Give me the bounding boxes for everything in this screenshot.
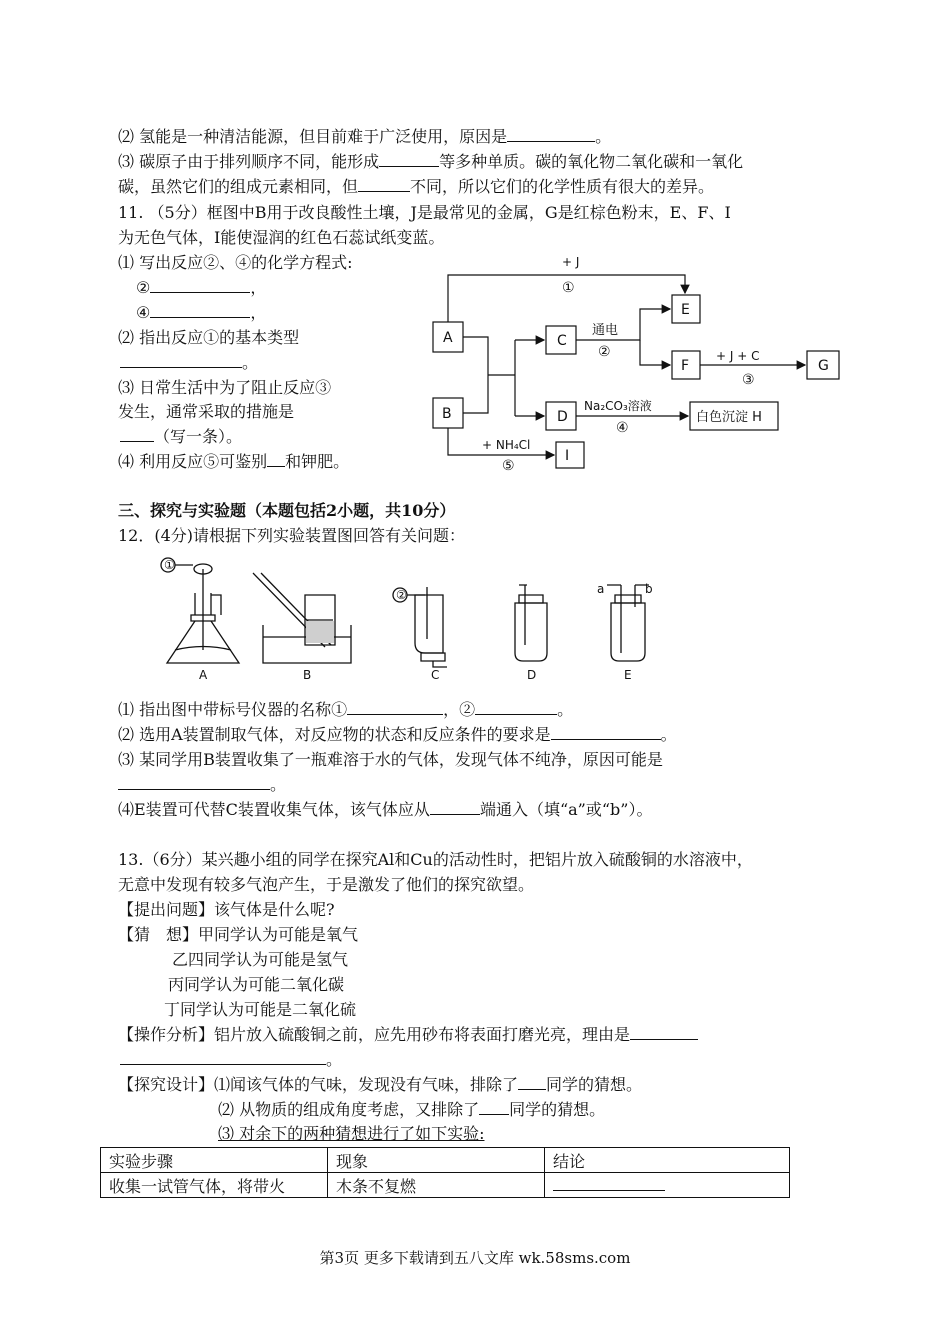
text-line: ⑶ 日常生活中为了阻止反应③ [118, 378, 332, 397]
node-g: G [818, 358, 829, 374]
node-c: C [557, 333, 567, 349]
apparatus-label-2: ② [396, 588, 407, 602]
text-line [118, 799, 652, 821]
table-row [101, 1173, 790, 1198]
text-line [136, 302, 266, 324]
text-line: 【提出问题】该气体是什么呢? [118, 900, 335, 919]
text: 不同，所以它们的化学性质有很大的差异。 [410, 177, 715, 196]
label-reaction-1: ① [562, 280, 575, 296]
text: ⑵ 氢能是一种清洁能源，但目前难于广泛使用，原因是 [118, 127, 508, 146]
text-line: ⑶ 某同学用B装置收集了一瓶难溶于水的气体，发现气体不纯净，原因可能是 [118, 750, 663, 769]
text-line [120, 1049, 342, 1071]
answer-blank[interactable] [120, 353, 242, 368]
text: （写一条）。 [154, 427, 243, 446]
section-title: 三、探究与实验题（本题包括2小题，共10分） [118, 501, 456, 520]
text-line [118, 151, 743, 173]
text: ，② [443, 700, 476, 719]
text-line [120, 352, 258, 374]
answer-blank[interactable] [120, 427, 154, 442]
label-plus-j: + J [562, 255, 580, 269]
answer-blank[interactable] [630, 1025, 698, 1040]
text-line: ⑴ 写出反应②、④的化学方程式: [118, 253, 353, 272]
apparatus-figure [155, 555, 665, 685]
answer-blank[interactable] [379, 152, 439, 167]
text: ⑵ 选用A装置制取气体，对反应物的状态和反应条件的要求是 [118, 725, 551, 744]
table-header-row [101, 1148, 790, 1173]
text: ② [136, 278, 151, 297]
node-d: D [557, 409, 568, 425]
label-na2co3: Na₂CO₃溶液 [584, 399, 652, 413]
node-a: A [443, 330, 453, 346]
text-line: 为无色气体，I能使湿润的红色石蕊试纸变蓝。 [118, 228, 445, 247]
label-electrolysis: 通电 [592, 323, 619, 338]
text-line: ⑶ 对余下的两种猜想进行了如下实验: [218, 1124, 485, 1143]
text: 。 [557, 700, 574, 719]
question-13: 13.（6分）某兴趣小组的同学在探究Al和Cu的活动性时，把铝片放入硫酸铜的水溶液中， [118, 850, 753, 869]
node-h: 白色沉淀 H [696, 410, 762, 425]
text: 同学的猜想。 [509, 1100, 606, 1119]
experiment-table [100, 1147, 790, 1198]
text: 端通入（填“a”或“b”）。 [479, 800, 653, 819]
answer-blank[interactable] [118, 775, 270, 790]
text: ， [250, 303, 267, 322]
table-cell[interactable] [545, 1173, 790, 1198]
text-line [118, 724, 677, 746]
text-line [118, 126, 611, 148]
text-line [218, 1099, 605, 1121]
text: ⑴ 指出图中带标号仪器的名称① [118, 700, 348, 719]
text: 【操作分析】铝片放入硫酸铜之前，应先用砂布将表面打磨光亮，理由是 [118, 1025, 631, 1044]
node-f: F [681, 358, 690, 374]
text: ⑷ 利用反应⑤可鉴别 [118, 452, 268, 471]
reaction-flow-diagram [420, 250, 850, 472]
answer-blank[interactable] [267, 452, 285, 467]
text-line: ⑵ 指出反应①的基本类型 [118, 328, 300, 347]
text-line: 丙同学认为可能二氧化碳 [168, 975, 345, 994]
node-b: B [442, 406, 452, 422]
table-header: 现象 [328, 1148, 545, 1173]
text-line [118, 451, 349, 473]
answer-blank[interactable] [430, 800, 480, 815]
answer-blank[interactable] [479, 1100, 509, 1115]
text: ⑶ 碳原子由于排列顺序不同，能形成 [118, 152, 380, 171]
page-footer: 第3页 更多下载请到五八文库 wk.58sms.com [319, 1249, 631, 1267]
apparatus-label-1: ① [164, 558, 175, 572]
text: 同学的猜想。 [546, 1075, 643, 1094]
text: ④ [136, 303, 151, 322]
text: 等多种单质。碳的氧化物二氧化碳和一氧化 [439, 152, 744, 171]
text: 碳，虽然它们的组成元素相同，但 [118, 177, 359, 196]
apparatus-b: B [303, 668, 312, 682]
question-11: 11. （5分）框图中B用于改良酸性土壤，J是最常见的金属，G是红棕色粉末，E、F、I [118, 203, 731, 222]
text-line [118, 176, 714, 198]
answer-blank[interactable] [507, 127, 595, 142]
answer-blank[interactable] [347, 700, 443, 715]
answer-blank[interactable] [150, 303, 250, 318]
text: 。 [595, 127, 612, 146]
text: 。 [270, 775, 287, 794]
text-line: 发生，通常采取的措施是 [118, 402, 295, 421]
label-reaction-5: ⑤ [502, 458, 515, 472]
text: 。 [242, 353, 259, 372]
text: 和钾肥。 [285, 452, 350, 471]
text-line [120, 426, 242, 448]
node-e: E [681, 302, 690, 318]
text-line [118, 699, 573, 721]
label-reaction-4: ④ [616, 420, 629, 436]
text: ， [250, 278, 267, 297]
text: 【探究设计】⑴闻该气体的气味，发现没有气味，排除了 [118, 1075, 519, 1094]
text-line: 丁同学认为可能是二氧化硫 [164, 1000, 357, 1019]
question-12: 12．(4分)请根据下列实验装置图回答有关问题： [118, 526, 466, 545]
answer-blank[interactable] [553, 1176, 665, 1191]
text: 。 [326, 1050, 343, 1069]
text-line: 乙四同学认为可能是氢气 [172, 950, 349, 969]
answer-blank[interactable] [150, 278, 250, 293]
text-line [118, 1024, 698, 1046]
answer-blank[interactable] [551, 725, 661, 740]
label-reaction-2: ② [598, 344, 611, 360]
answer-blank[interactable] [358, 177, 410, 192]
apparatus-a: A [199, 668, 208, 682]
text: 。 [660, 725, 677, 744]
text-line [136, 277, 266, 299]
text: ⑵ 从物质的组成角度考虑，又排除了 [218, 1100, 480, 1119]
text-line [118, 774, 286, 796]
text-line: 无意中发现有较多气泡产生，于是激发了他们的探究欲望。 [118, 875, 535, 894]
node-i: I [565, 448, 570, 464]
port-a: a [597, 582, 605, 596]
table-header: 结论 [545, 1148, 790, 1173]
apparatus-e: E [624, 668, 632, 682]
table-cell: 收集一试管气体，将带火 [101, 1173, 328, 1198]
answer-blank[interactable] [518, 1075, 546, 1090]
text-line: 【猜 想】甲同学认为可能是氧气 [118, 925, 359, 944]
text: ⑷E装置可代替C装置收集气体，该气体应从 [118, 800, 430, 819]
apparatus-c: C [431, 668, 440, 682]
label-reaction-3: ③ [742, 372, 755, 388]
text-line [118, 1074, 642, 1096]
port-b: b [645, 582, 653, 596]
label-nh4cl: + NH₄Cl [482, 438, 531, 452]
table-cell: 木条不复燃 [328, 1173, 545, 1198]
answer-blank[interactable] [475, 700, 557, 715]
table-header: 实验步骤 [101, 1148, 328, 1173]
apparatus-d: D [527, 668, 537, 682]
label-plus-j-c: + J + C [716, 349, 760, 363]
answer-blank[interactable] [120, 1050, 326, 1065]
